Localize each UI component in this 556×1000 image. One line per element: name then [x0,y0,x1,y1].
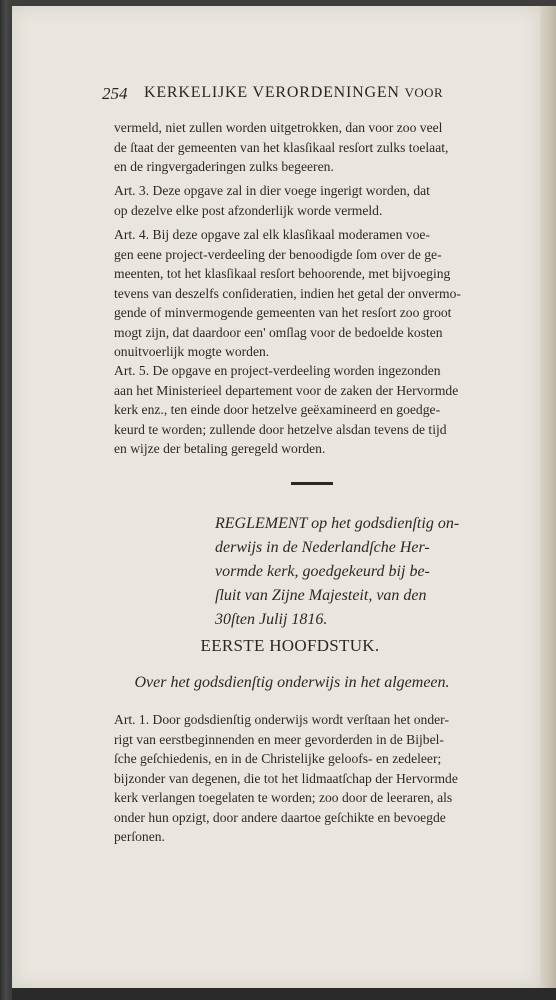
page-header [102,84,512,108]
text-line: op dezelve elke post afzonderlijk worde vermeld. [114,202,383,218]
text-line: Art. 3. Deze opgave zal in dier voege ingerigt worden, dat [114,183,430,198]
text-line: keurd te worden; zullende door hetzelve alsdan tevens de tijd [114,421,447,437]
text-line: en wijze der betaling geregeld worden. [114,441,326,456]
text-line: Art. 4. Bij deze opgave zal elk klasſikaal moderamen voe- [114,227,430,242]
text-line: ſche geſchiedenis, en in de Christelijke geloofs- en zedeleer; [114,751,442,766]
continuation-paragraph [114,118,509,177]
text-line: Art. 5. De opgave en project-verdeeling worden ingezonden [114,363,441,378]
text-line: vermeld, niet zullen worden uitgetrokken, dan voor zoo veel [114,120,443,135]
text-line: gende of minvermogende gemeenten van het resſort zoo groot [114,305,452,320]
title-line: 30ſten Julij 1816. [215,611,328,628]
text-line: kerk enz., ten einde door hetzelve geëxamineerd en goedge- [114,402,441,417]
article-4 [114,225,509,362]
text-line: meenten, tot het klasſikaal resſort behoorende, met bijvoeging [114,266,451,281]
text-line: mogt zijn, dat daardoor een' omſlag voor de bedoelde kosten [114,324,443,340]
text-line: aan het Ministerieel departement voor de zaken der Hervormde [114,382,459,398]
article-3 [114,181,509,220]
running-head [144,84,443,102]
text-line: rigt van eerstbeginnenden en meer gevorderden in de Bijbel- [114,731,444,747]
text-line: onuitvoerlijk mogte worden. [114,344,270,359]
text-line: kerk verlangen toegelaten te worden; zoo door de leeraren, als [114,790,453,805]
text-line: onder hun opzigt, door andere daartoe geſchikte en bevoegde [114,809,446,825]
text-line: perſonen. [114,829,165,844]
page-edge-bottom [12,988,556,1000]
article-1 [114,710,509,847]
reglement-title [215,512,511,632]
article-5 [114,361,509,459]
text-line: Art. 1. Door godsdienſtig onderwijs wordt verſtaan het onder- [114,712,449,727]
text-line: tevens van deszelfs conſideratien, indien het getal der onvermo- [114,285,461,301]
title-line: vormde kerk, goedgekeurd bij be- [215,563,430,580]
text-line: en de ringvergaderingen zulks begeeren. [114,159,334,174]
page-number: 254 [102,84,128,103]
chapter-subheading: Over het godsdienſtig onderwijs in het algemeen. [134,674,450,691]
text-line: bijzonder van degenen, die tot het lidmaatſchap der Hervormde [114,770,458,786]
chapter-heading: EERSTE HOOFDSTUK. [200,636,380,655]
running-head-title: KERKELIJKE VERORDENINGEN [144,84,400,101]
text-line: de ſtaat der gemeenten van het klasſikaal resſort zulks toelaat, [114,139,449,155]
title-line: ſluit van Zijne Majesteit, van den [215,587,427,604]
section-divider [291,482,333,485]
page-edge-right [540,6,556,988]
text-line: gen eene project-verdeeling der benoodigde ſom over de ge- [114,246,442,262]
running-head-end: VOOR [404,85,444,100]
title-line: REGLEMENT op het godsdienſtig on- [215,515,460,532]
title-line: derwijs in de Nederlandſche Her- [215,539,430,556]
